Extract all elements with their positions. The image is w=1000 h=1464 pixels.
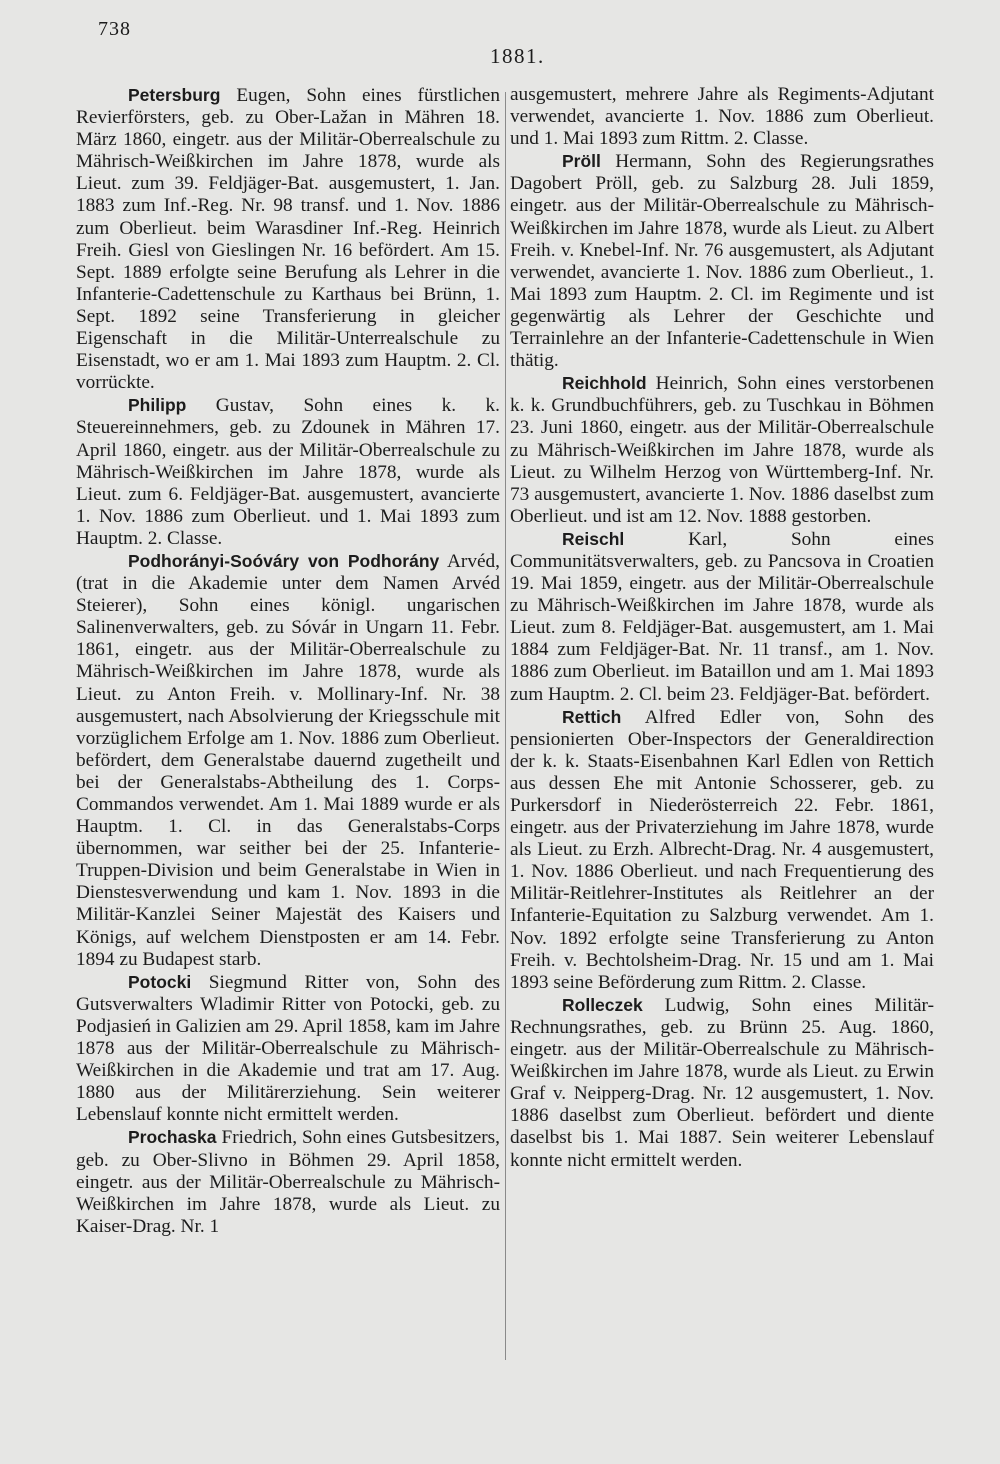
entry-surname: Podhorányi-Soóváry von Podhorány (128, 550, 440, 571)
biography-entry (76, 971, 500, 1127)
entry-text: Eugen, Sohn eines fürstlichen Revierförsters, geb. zu Ober-Lažan in Mähren 18. März 1860, eingetr. aus der Militär-Oberrealschule zu Mährisch-Weißkirchen im Jahre 1878, wurde als Lieut. zum 39. Feldjäger-Bat. ausgemustert, 1. Jan. 1883 zum Inf.-Reg. Nr. 98 transf. und 1. Nov. 1886 zum Oberlieut. beim Warasdiner Inf.-Reg. Heinrich Freih. Giesl von Gieslingen Nr. 16 befördert. Am 15. Sept. 1889 erfolgte seine Berufung als Lehrer in die Infanterie-Cadettenschule zu Karthaus bei Brünn, 1. Sept. 1892 seine Transferierung in gleicher Eigenschaft in die Militär-Unterrealschule zu Eisenstadt, wo er am 1. Mai 1893 zum Hauptm. 2. Cl. vorrückte. (76, 85, 500, 394)
entry-surname: Rolleczek (562, 994, 643, 1015)
biography-entry (76, 394, 500, 550)
biography-entry (510, 994, 934, 1172)
biography-entry (76, 84, 500, 394)
entry-surname: Potocki (128, 971, 192, 992)
entry-text: Karl, Sohn eines Communitätsverwalters, geb. zu Pancsova in Croatien 19. Mai 1859, eingetr. aus der Militär-Oberrealschule zu Mährisch-Weißkirchen im Jahre 1878, wurde als Lieut. zum 8. Feldjäger-Bat. ausgemustert, am 1. Mai 1884 zum Feldjäger-Bat. Nr. 11 transf., am 1. Nov. 1886 zum Oberlieut. im Bataillon und am 1. Mai 1893 zum Hauptm. 2. Cl. beim 23. Feldjäger-Bat. befördert. (510, 528, 935, 705)
left-column (76, 84, 500, 1238)
biography-entry (510, 150, 934, 372)
entry-surname: Pröll (562, 151, 601, 172)
column-divider (505, 92, 506, 1360)
biography-entry (76, 1126, 500, 1237)
entry-text: Arvéd, (trat in die Akademie unter dem Namen Arvéd Steierer), Sohn eines königl. ungarischen Salinenverwalters, geb. zu Sóvár in Ungarn 11. Febr. 1861, eingetr. aus der Militär-Oberrealschule zu Mährisch-Weißkirchen im Jahre 1878, wurde als Lieut. zu Anton Freih. v. Mollinary-Inf. Nr. 38 ausgemustert, nach Absolvierung der Kriegsschule mit vorzüglichem Erfolge am 1. Nov. 1886 zum Oberlieut. befördert, dem Generalstabe dauernd zugetheilt und bei der Generalstabs-Abtheilung des 1. Corps-Commandos verwendet. Am 1. Mai 1889 wurde er als Hauptm. 1. Cl. in das Generalstabs-Corps übernommen, war seither bei der 25. Infanterie-Truppen-Division und beim Generalstabe in Wien in Dienstesverwendung und kam 1. Nov. 1893 in die Militär-Kanzlei Seiner Majestät des Kaisers und Königs, auf welchem Dienstposten er am 14. Febr. 1894 zu Budapest starb. (76, 550, 500, 970)
entry-text: Alfred Edler von, Sohn des pensionierten Ober-Inspectors der Generaldirection der k. k. Staats-Eisenbahnen Karl Edlen von Rettich aus dessen Ehe mit Antonie Schosserer, geb. zu Purkersdorf in Niederösterreich 22. Febr. 1861, eingetr. aus der Privaterziehung im Jahre 1878, wurde als Lieut. zu Erzh. Albrecht-Drag. Nr. 4 ausgemustert, 1. Nov. 1886 Oberlieut. und nach Frequentierung des Militär-Reitlehrer-Institutes als Reitlehrer an der Infanterie-Equitation zu Salzburg verwendet. Am 1. Nov. 1892 erfolgte seine Transferierung zu Anton Freih. v. Bechtolsheim-Drag. Nr. 15 und am 1. Mai 1893 seine Beförderung zum Rittm. 2. Classe. (510, 706, 934, 993)
entry-text: Hermann, Sohn des Regierungsrathes Dagobert Pröll, geb. zu Salzburg 28. Juli 1859, eingetr. aus der Militär-Oberrealschule zu Mährisch-Weißkirchen im Jahre 1878, wurde als Lieut. zu Albert Freih. v. Knebel-Inf. Nr. 76 ausgemustert, als Adjutant verwendet, avancierte 1. Nov. 1886 zum Oberlieut., 1. Mai 1893 zum Hauptm. 2. Cl. im Regimente und ist gegenwärtig als Lehrer der Geschichte und Terrainlehre an der Infanterie-Cadettenschule in Wien thätig. (510, 151, 934, 372)
entry-text: Siegmund Ritter von, Sohn des Gutsverwalters Wladimir Ritter von Potocki, geb. zu Podjasień in Galizien am 29. April 1858, kam im Jahre 1878 aus der Militär-Oberrealschule zu Mährisch-Weißkirchen in die Akademie und trat am 17. Aug. 1880 aus der Militärerziehung. Sein weiterer Lebenslauf konnte nicht ermittelt werden. (76, 971, 500, 1126)
biography-entry (510, 706, 934, 994)
entry-text: Ludwig, Sohn eines Militär-Rechnungsrathes, geb. zu Brünn 25. Aug. 1860, eingetr. aus der Militär-Oberrealschule zu Mährisch-Weißkirchen im Jahre 1878, wurde als Lieut. zu Erwin Graf v. Neipperg-Drag. Nr. 12 ausgemustert, 1. Nov. 1886 daselbst zum Oberlieut. befördert und diente daselbst bis 1. Mai 1887. Sein weiterer Lebenslauf konnte nicht ermittelt werden. (510, 994, 934, 1171)
entry-surname: Rettich (562, 706, 622, 727)
continued-entry-text: ausgemustert, mehrere Jahre als Regiments-Adjutant verwendet, avancierte 1. Nov. 1886 zum Oberlieut. und 1. Mai 1893 zum Rittm. 2. Classe. (510, 84, 934, 150)
entry-surname: Petersburg (128, 85, 221, 105)
biography-entry (510, 528, 934, 706)
right-column (510, 84, 934, 1172)
entry-surname: Reischl (562, 528, 625, 549)
entry-text: Friedrich, Sohn eines Gutsbesitzers, geb. zu Ober-Slivno in Böhmen 29. April 1858, eingetr. aus der Militär-Oberrealschule zu Mährisch-Weißkirchen im Jahre 1878, wurde als Lieut. zu Kaiser-Drag. Nr. 1 (76, 1127, 500, 1237)
biography-entry (76, 550, 500, 971)
biography-entry (510, 372, 934, 528)
entry-surname: Prochaska (128, 1127, 217, 1148)
year-heading: 1881. (490, 44, 545, 68)
entry-surname: Philipp (128, 395, 187, 416)
entry-surname: Reichhold (562, 373, 647, 394)
entry-text: Heinrich, Sohn eines verstorbenen k. k. Grundbuchführers, geb. zu Tuschkau in Böhmen 23. Juni 1860, eingetr. aus der Militär-Oberrealschule zu Mährisch-Weißkirchen im Jahre 1878, wurde als Lieut. zu Wilhelm Herzog von Württemberg-Inf. Nr. 73 ausgemustert, avancierte 1. Nov. 1886 daselbst zum Oberlieut. und ist am 12. Nov. 1888 gestorben. (510, 373, 934, 527)
entry-text: Gustav, Sohn eines k. k. Steuereinnehmers, geb. zu Zdounek in Mähren 17. April 1860, eingetr. aus der Militär-Oberrealschule zu Mährisch-Weißkirchen im Jahre 1878, wurde als Lieut. zum 6. Feldjäger-Bat. ausgemustert, avancierte 1. Nov. 1886 zum Oberlieut. und 1. Mai 1893 zum Hauptm. 2. Classe. (76, 395, 500, 549)
page-number: 738 (98, 18, 131, 40)
